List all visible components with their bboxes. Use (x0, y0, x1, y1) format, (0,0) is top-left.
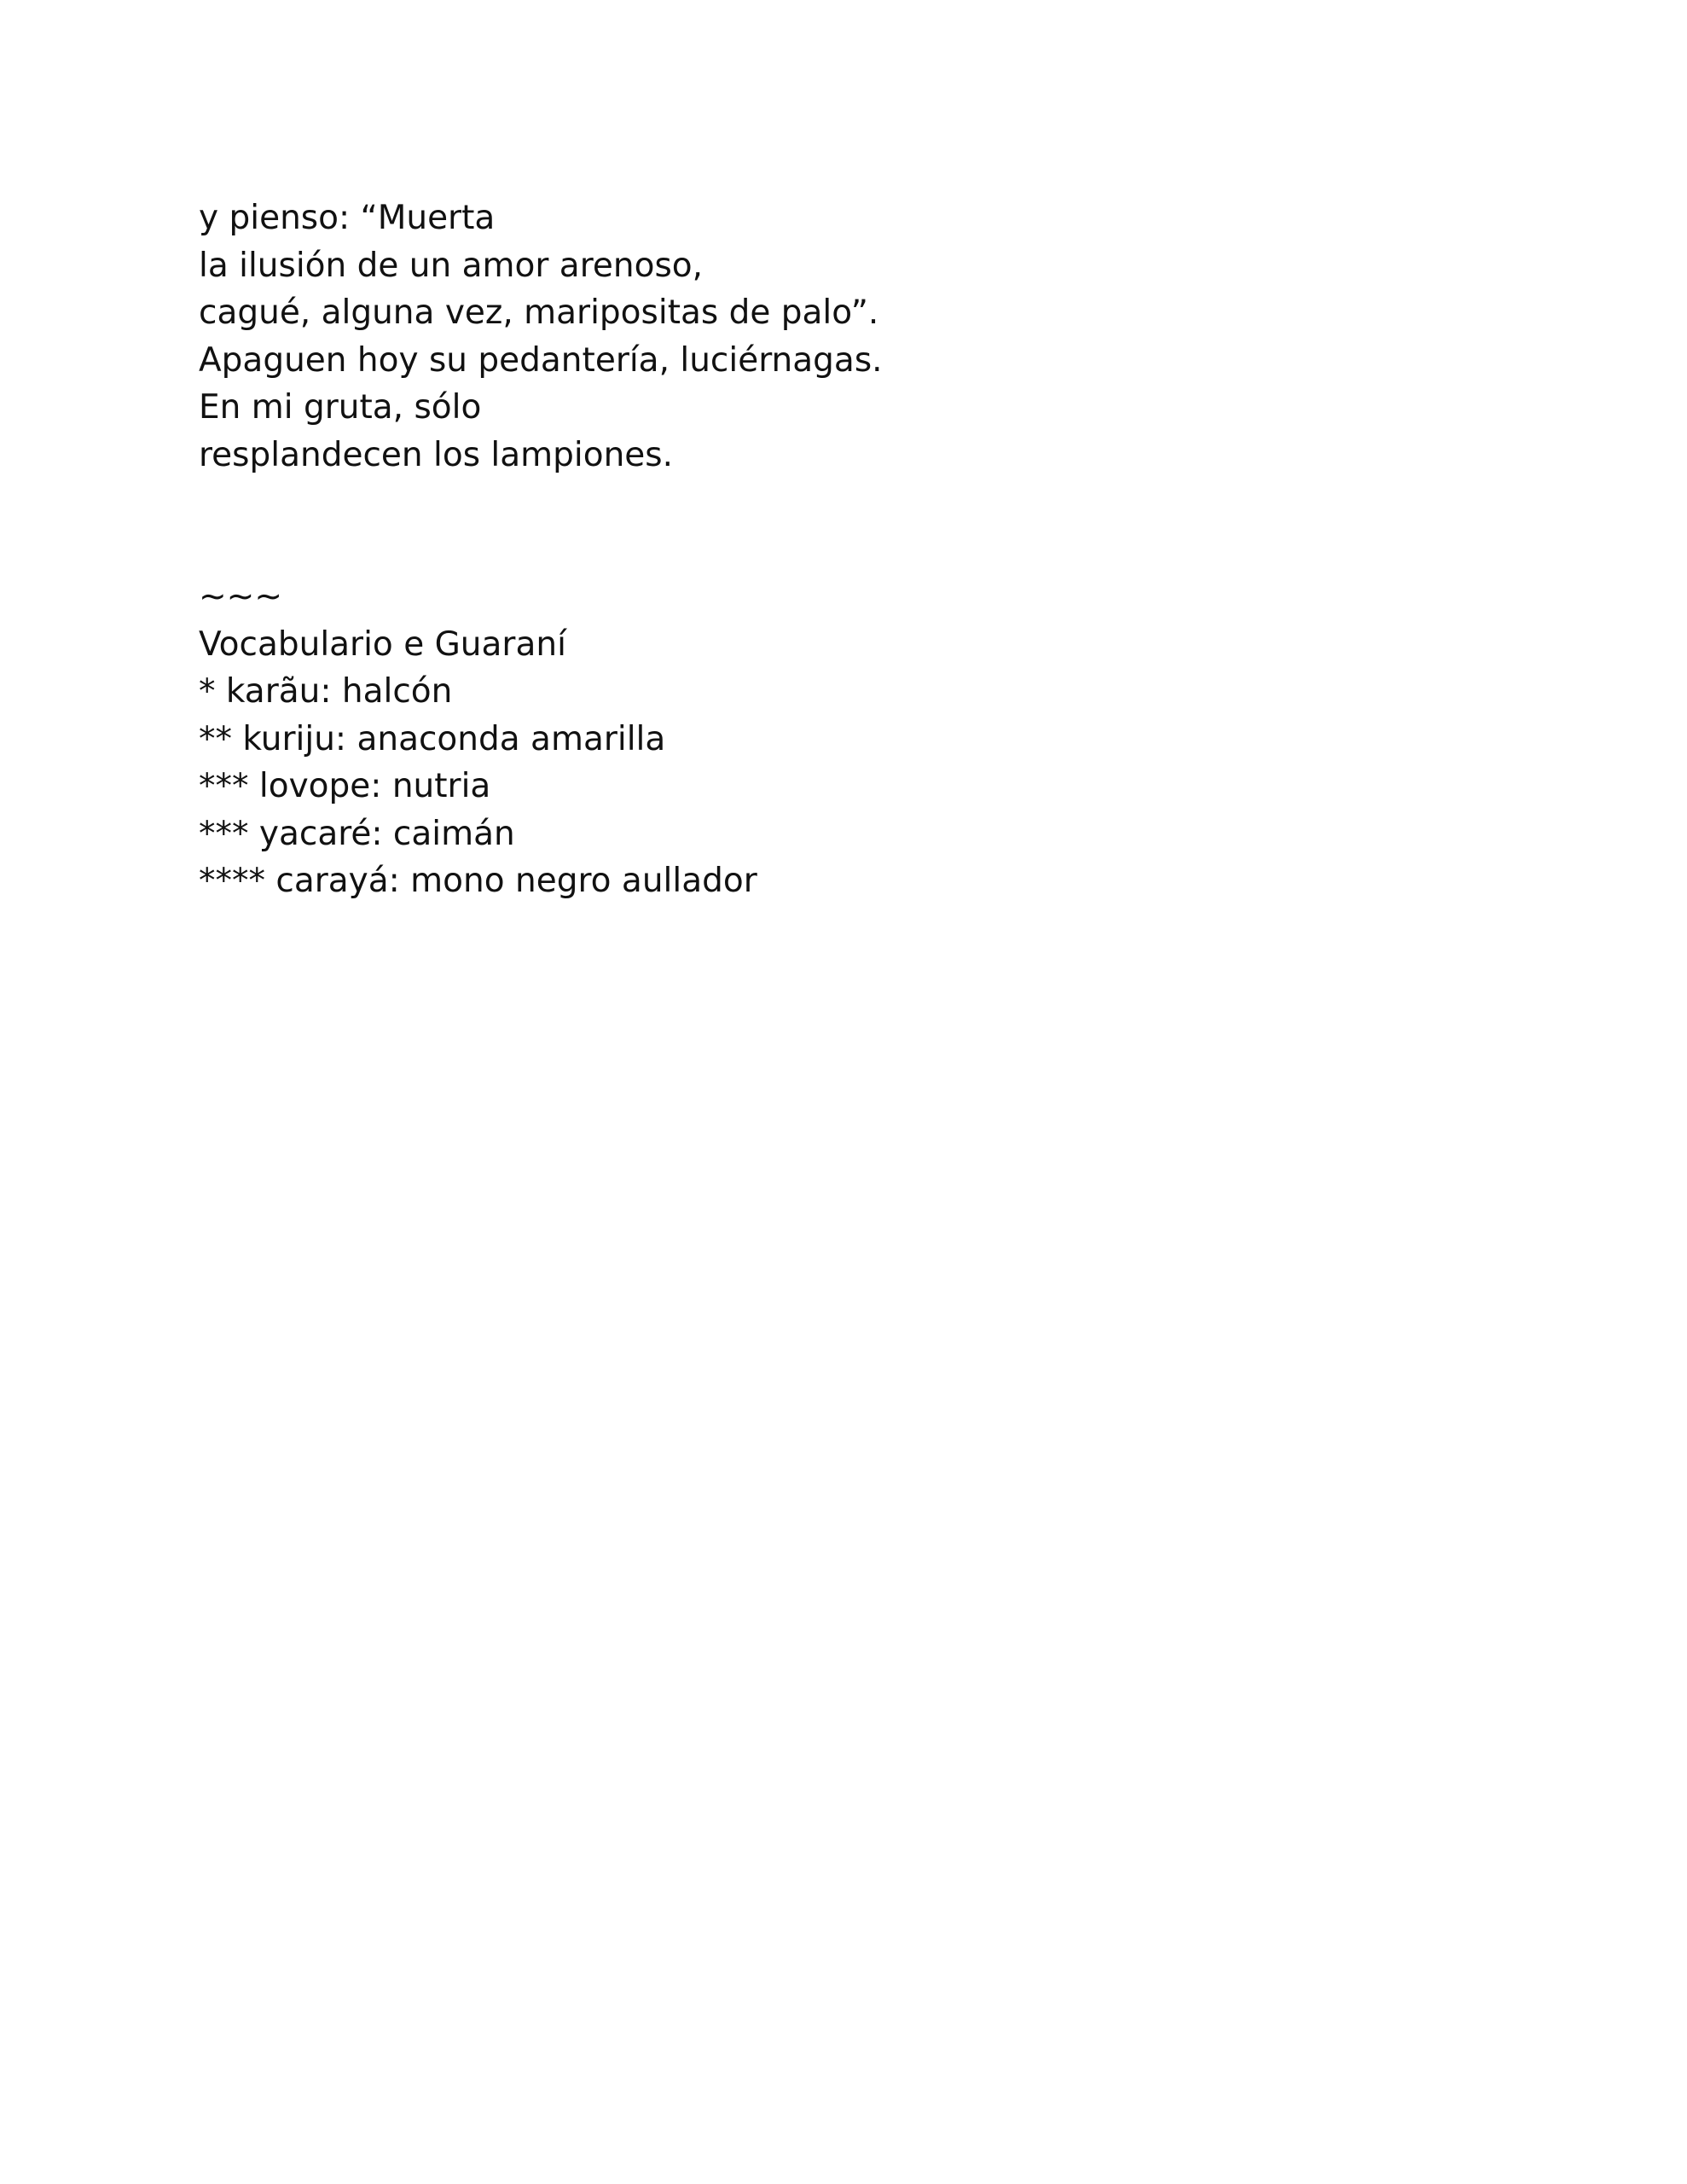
vocabulary-entry: *** yacaré: caimán (199, 814, 515, 853)
vocabulary-entry: **** carayá: mono negro aullador (199, 862, 757, 900)
poem-line: Apaguen hoy su pedantería, luciérnagas. (199, 340, 883, 380)
section-separator: ~~~ (199, 578, 283, 616)
vocabulary-title: Vocabulario e Guaraní (199, 624, 566, 664)
poem-line: resplandecen los lampiones. (199, 435, 674, 474)
vocabulary-section (199, 573, 1478, 905)
poem-line: cagué, alguna vez, maripositas de palo”. (199, 293, 879, 332)
vocabulary-entry: *** lovope: nutria (199, 767, 491, 805)
poem-excerpt (199, 195, 1478, 479)
poem-line: y pienso: “Muerta (199, 199, 496, 237)
vocabulary-entry: ** kuriju: anaconda amarilla (199, 719, 666, 758)
vocabulary-entry: * karãu: halcón (199, 672, 453, 711)
poem-line: En mi gruta, sólo (199, 388, 482, 427)
poem-line: la ilusión de un amor arenoso, (199, 246, 704, 285)
